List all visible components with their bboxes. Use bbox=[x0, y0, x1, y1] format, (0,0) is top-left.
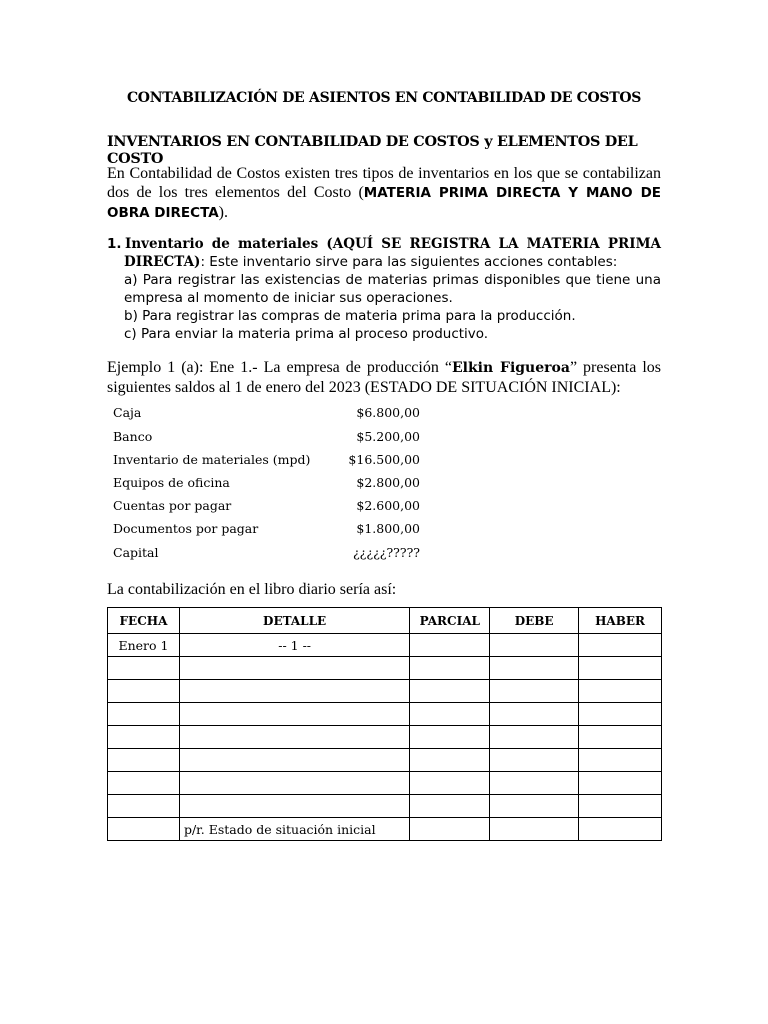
cell-fecha bbox=[108, 703, 180, 726]
cell-haber bbox=[579, 680, 662, 703]
balance-value: $16.500,00 bbox=[348, 452, 420, 467]
cell-detalle bbox=[179, 657, 409, 680]
cell-debe bbox=[490, 703, 579, 726]
example-paragraph bbox=[107, 358, 661, 397]
list-item-b: b) Para registrar las compras de materia prima para la producción. bbox=[124, 308, 576, 324]
table-row bbox=[108, 634, 662, 657]
cell-parcial bbox=[410, 818, 490, 841]
table-row bbox=[108, 818, 662, 841]
page-title: CONTABILIZACIÓN DE ASIENTOS EN CONTABILIDAD DE COSTOS bbox=[126, 90, 642, 106]
list-heading-rest: : Este inventario sirve para las siguientes acciones contables: bbox=[200, 254, 618, 270]
table-row bbox=[108, 703, 662, 726]
cell-debe bbox=[490, 634, 579, 657]
cell-fecha: Enero 1 bbox=[108, 634, 180, 657]
table-row bbox=[108, 680, 662, 703]
journal-table bbox=[107, 607, 662, 841]
cell-parcial bbox=[410, 657, 490, 680]
cell-debe bbox=[490, 818, 579, 841]
cell-haber bbox=[579, 795, 662, 818]
intro-bold-text: MATERIA PRIMA DIRECTA Y MANO DE OBRA DIRECTA bbox=[107, 185, 661, 221]
cell-fecha bbox=[108, 749, 180, 772]
cell-haber bbox=[579, 772, 662, 795]
cell-fecha bbox=[108, 772, 180, 795]
cell-detalle bbox=[179, 772, 409, 795]
header-detalle: DETALLE bbox=[179, 608, 409, 634]
header-haber: HABER bbox=[579, 608, 662, 634]
cell-debe bbox=[490, 749, 579, 772]
cell-debe bbox=[490, 726, 579, 749]
cell-detalle bbox=[179, 726, 409, 749]
cell-haber bbox=[579, 634, 662, 657]
header-parcial: PARCIAL bbox=[410, 608, 490, 634]
cell-detalle: p/r. Estado de situación inicial bbox=[179, 818, 409, 841]
intro-text-1: En Contabilidad de Costos existen tres tipos de inventarios en los que se contabilizan dos de los tres elementos del Costo ( bbox=[107, 165, 661, 201]
cell-parcial bbox=[410, 795, 490, 818]
cell-fecha bbox=[108, 726, 180, 749]
journal-intro: La contabilización en el libro diario sería así: bbox=[107, 581, 397, 598]
cell-fecha bbox=[108, 795, 180, 818]
balance-value: $2.600,00 bbox=[356, 498, 420, 513]
cell-detalle: -- 1 -- bbox=[179, 634, 409, 657]
balance-label: Documentos por pagar bbox=[113, 521, 259, 536]
balance-label: Cuentas por pagar bbox=[113, 498, 232, 513]
balance-label: Banco bbox=[113, 429, 153, 444]
intro-paragraph bbox=[107, 164, 661, 223]
journal-header-row bbox=[108, 608, 662, 634]
cell-haber bbox=[579, 657, 662, 680]
cell-haber bbox=[579, 749, 662, 772]
list-heading: Inventario de materiales (AQUÍ SE REGISTRA LA MATERIA PRIMA bbox=[125, 236, 661, 252]
balance-value: ¿¿¿¿¿????? bbox=[352, 545, 420, 560]
cell-debe bbox=[490, 772, 579, 795]
balance-value: $6.800,00 bbox=[356, 405, 420, 420]
balance-label: Inventario de materiales (mpd) bbox=[113, 452, 311, 467]
cell-fecha bbox=[108, 818, 180, 841]
cell-haber bbox=[579, 703, 662, 726]
cell-haber bbox=[579, 726, 662, 749]
cell-debe bbox=[490, 680, 579, 703]
cell-parcial bbox=[410, 680, 490, 703]
cell-debe bbox=[490, 657, 579, 680]
table-row bbox=[108, 749, 662, 772]
table-row bbox=[108, 657, 662, 680]
cell-detalle bbox=[179, 795, 409, 818]
balance-label: Equipos de oficina bbox=[113, 475, 230, 490]
cell-haber bbox=[579, 818, 662, 841]
balance-label: Capital bbox=[113, 545, 159, 560]
cell-parcial bbox=[410, 703, 490, 726]
balance-label: Caja bbox=[113, 405, 142, 420]
company-name: Elkin Figueroa bbox=[451, 360, 570, 376]
section-subtitle: INVENTARIOS EN CONTABILIDAD DE COSTOS y ELEMENTOS DEL COSTO bbox=[107, 133, 638, 167]
table-row bbox=[108, 726, 662, 749]
header-debe: DEBE bbox=[490, 608, 579, 634]
list-heading-bold-2: DIRECTA) bbox=[124, 254, 201, 270]
cell-detalle bbox=[179, 680, 409, 703]
list-heading-continuation bbox=[124, 253, 661, 271]
table-row bbox=[108, 772, 662, 795]
balance-value: $1.800,00 bbox=[356, 521, 420, 536]
cell-debe bbox=[490, 795, 579, 818]
balance-value: $2.800,00 bbox=[356, 475, 420, 490]
example-text-1: Ejemplo 1 (a): Ene 1.- La empresa de producción “ bbox=[107, 359, 452, 376]
cell-parcial bbox=[410, 749, 490, 772]
cell-parcial bbox=[410, 634, 490, 657]
table-row bbox=[108, 795, 662, 818]
cell-fecha bbox=[108, 657, 180, 680]
inventory-list bbox=[107, 235, 661, 343]
list-heading-row bbox=[107, 235, 661, 253]
example-text-2: ” presenta los siguientes saldos al 1 de enero del 2023 (ESTADO DE SITUACIÓN INICIAL): bbox=[107, 359, 662, 396]
cell-detalle bbox=[179, 703, 409, 726]
header-fecha: FECHA bbox=[108, 608, 180, 634]
cell-parcial bbox=[410, 726, 490, 749]
cell-detalle bbox=[179, 749, 409, 772]
list-item-c: c) Para enviar la materia prima al proceso productivo. bbox=[124, 326, 489, 342]
intro-text-2: ). bbox=[218, 204, 228, 221]
cell-parcial bbox=[410, 772, 490, 795]
balance-value: $5.200,00 bbox=[356, 429, 420, 444]
list-number: 1. bbox=[107, 236, 122, 252]
cell-fecha bbox=[108, 680, 180, 703]
list-item-a: a) Para registrar las existencias de materias primas disponibles que tiene una empresa al momento de iniciar sus operaciones. bbox=[124, 272, 661, 306]
